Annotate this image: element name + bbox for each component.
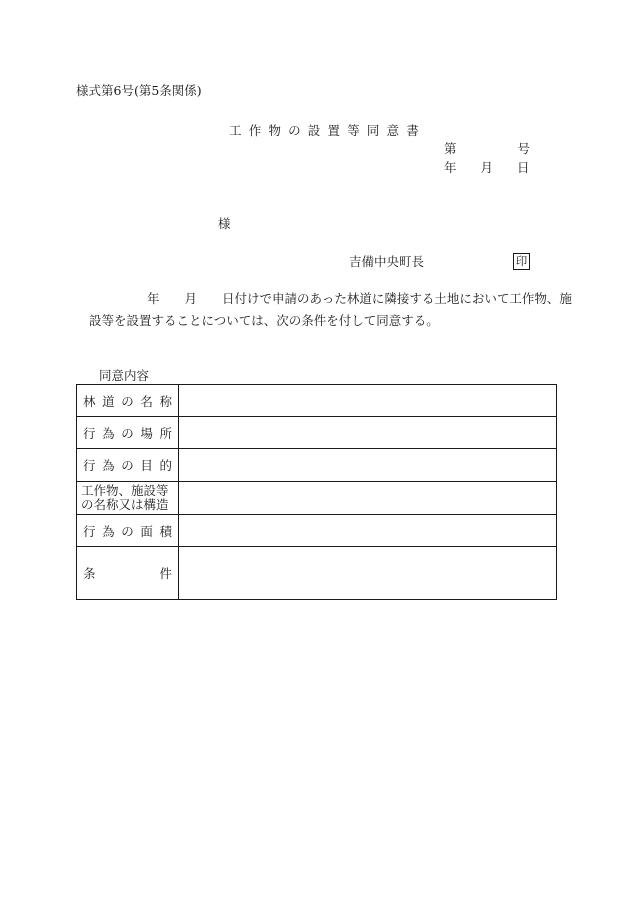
label-text xyxy=(77,392,178,410)
body-text-line-1: 年 月 日付けで申請のあった林道に隣接する土地において工作物、施 xyxy=(147,291,572,306)
label-char: 行 xyxy=(83,458,96,473)
row-label-activity-area xyxy=(77,515,179,547)
date-day: 日 xyxy=(517,160,530,175)
label-text xyxy=(77,564,178,582)
row-value-activity-location[interactable] xyxy=(179,417,557,449)
label-char: 道 xyxy=(102,393,115,409)
label-start: 条 xyxy=(83,566,96,581)
row-label-activity-purpose xyxy=(77,449,179,482)
form-number-label: 様式第6号(第5条関係) xyxy=(76,83,202,98)
label-char: の xyxy=(121,458,134,473)
row-label-conditions xyxy=(77,547,179,600)
label-char: 為 xyxy=(102,458,115,473)
label-char: 面 xyxy=(140,523,153,539)
label-char: 所 xyxy=(159,425,172,441)
date-month: 月 xyxy=(480,160,494,175)
table-row xyxy=(77,547,557,600)
content-caption: 同意内容 xyxy=(99,368,150,383)
label-text xyxy=(77,484,178,513)
label-char: 名 xyxy=(140,393,153,409)
row-value-activity-purpose[interactable] xyxy=(179,449,557,482)
table-row xyxy=(77,449,557,482)
table-row xyxy=(77,515,557,547)
row-label-activity-location xyxy=(77,417,179,449)
document-number-line xyxy=(444,143,530,156)
row-value-structure-name[interactable] xyxy=(179,482,557,515)
label-char: 場 xyxy=(140,425,153,441)
number-suffix: 号 xyxy=(517,141,531,156)
row-value-activity-area[interactable] xyxy=(179,515,557,547)
row-value-forest-road-name[interactable] xyxy=(179,385,557,417)
label-text xyxy=(77,456,178,474)
label-char: の xyxy=(121,393,134,409)
document-date-line xyxy=(444,162,530,175)
label-char: 目 xyxy=(140,458,153,473)
table-row xyxy=(77,482,557,515)
addressee-suffix: 様 xyxy=(218,216,231,231)
label-char: 積 xyxy=(159,523,172,539)
seal-mark: 印 xyxy=(513,253,530,270)
row-label-forest-road-name xyxy=(77,385,179,417)
label-char: 林 xyxy=(83,393,96,409)
label-char: 的 xyxy=(159,458,172,473)
consent-details-table xyxy=(76,384,557,600)
table-row xyxy=(77,385,557,417)
label-char: の xyxy=(121,425,134,441)
number-prefix: 第 xyxy=(444,141,457,156)
issuer-name: 吉備中央町長 xyxy=(349,254,425,269)
label-line-1: 工作物、施設等 xyxy=(81,482,169,498)
label-char: 為 xyxy=(102,523,115,539)
label-char: 行 xyxy=(83,523,96,539)
row-value-conditions[interactable] xyxy=(179,547,557,600)
label-text xyxy=(77,424,178,442)
label-line-2: の名称又は構造 xyxy=(81,497,169,512)
label-char: 為 xyxy=(102,425,115,441)
label-char: 行 xyxy=(83,425,96,441)
row-label-structure-name xyxy=(77,482,179,515)
body-text-line-2: 設等を設置することについては、次の条件を付して同意する。 xyxy=(89,313,439,328)
table-row xyxy=(77,417,557,449)
date-year: 年 xyxy=(444,160,457,175)
label-char: の xyxy=(121,523,134,539)
document-title: 工作物の設置等同意書 xyxy=(229,123,427,138)
label-char: 称 xyxy=(159,393,172,409)
label-text xyxy=(77,522,178,540)
label-end: 件 xyxy=(159,566,172,581)
